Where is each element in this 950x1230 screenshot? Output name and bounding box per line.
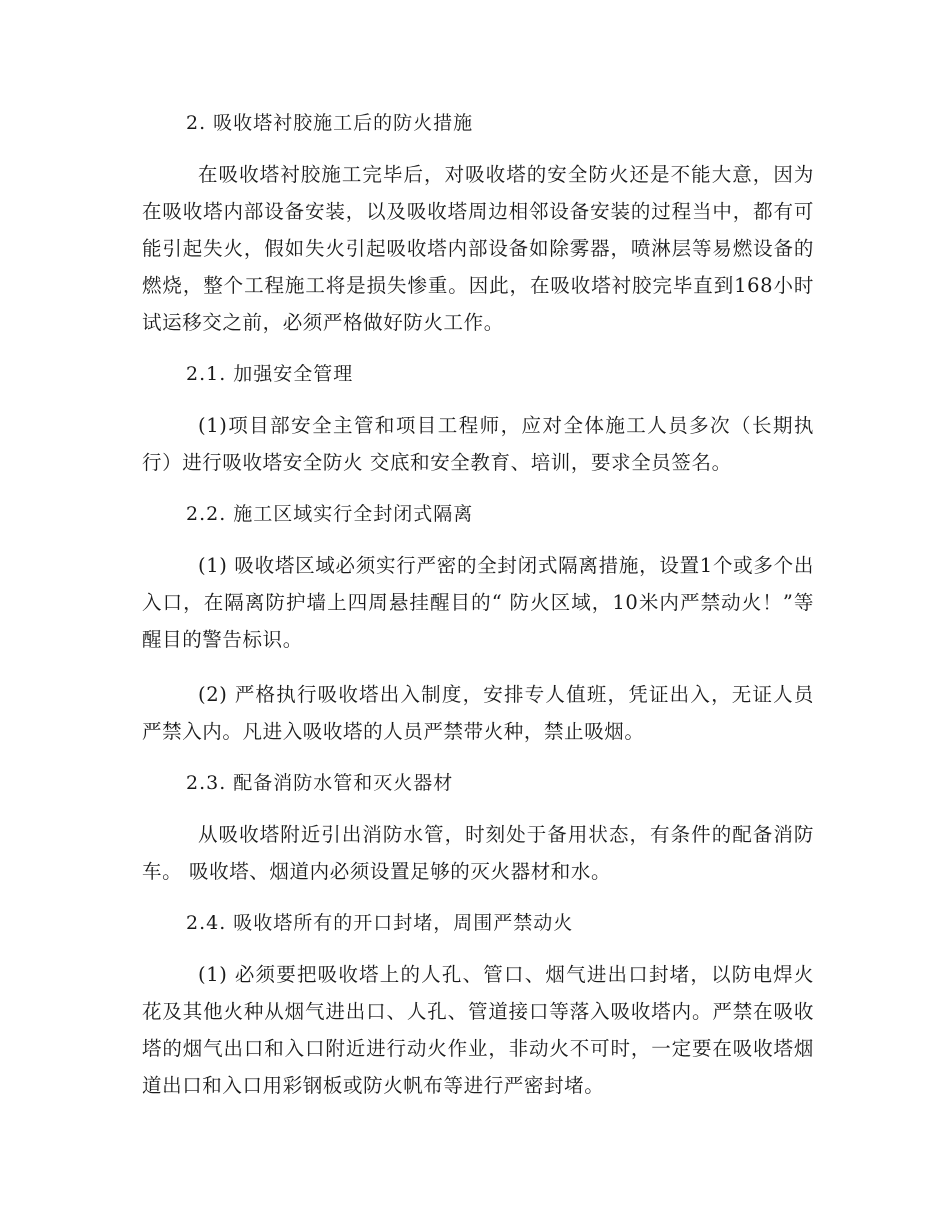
section-heading-2-2: 2.2. 施工区域实行全封闭式隔离	[186, 503, 474, 525]
section-heading-2-4: 2.4. 吸收塔所有的开口封堵，周围严禁动火	[186, 912, 574, 934]
paragraph-2-4-1: (1) 必须要把吸收塔上的人孔、管口、烟气进出口封堵，以防电焊火花及其他火种从烟气进出口、人孔、管道接口等落入吸收塔内。严禁在吸收塔的烟气出口和入口附近进行动火作业，非动火不可时，一定要在吸收塔烟道出口和入口用彩钢板或防火帆布等进行严密封堵。	[142, 963, 814, 1097]
paragraph-2-3-1: 从吸收塔附近引出消防水管，时刻处于备用状态，有条件的配备消防车。 吸收塔、烟道内必须设置足够的灭火器材和水。	[142, 823, 814, 883]
paragraph-2-1-1: (1)项目部安全主管和项目工程师，应对全体施工人员多次（长期执行）进行吸收塔安全防火 交底和安全教育、培训，要求全员签名。	[142, 414, 814, 474]
section-heading-2-3: 2.3. 配备消防水管和灭火器材	[186, 772, 454, 794]
paragraph-intro: 在吸收塔衬胶施工完毕后，对吸收塔的安全防火还是不能大意，因为在吸收塔内部设备安装，以及吸收塔周边相邻设备安装的过程当中，都有可能引起失火，假如失火引起吸收塔内部设备如除雾器，喷淋层等易燃设备的燃烧，整个工程施工将是损失惨重。因此，在吸收塔衬胶完毕直到168小时试运移交之前，必须严格做好防火工作。	[142, 163, 814, 334]
paragraph-2-2-2: (2) 严格执行吸收塔出入制度，安排专人值班，凭证出入，无证人员严禁入内。凡进入吸收塔的人员严禁带火种，禁止吸烟。	[142, 683, 814, 743]
paragraph-2-2-1: (1) 吸收塔区域必须实行严密的全封闭式隔离措施，设置1个或多个出入口，在隔离防护墙上四周悬挂醒目的“ 防火区域，10米内严禁动火！”等醒目的警告标识。	[142, 554, 814, 651]
section-heading-2-1: 2.1. 加强安全管理	[186, 363, 354, 385]
section-heading-2: 2. 吸收塔衬胶施工后的防火措施	[186, 112, 474, 134]
document-body	[142, 108, 814, 1122]
